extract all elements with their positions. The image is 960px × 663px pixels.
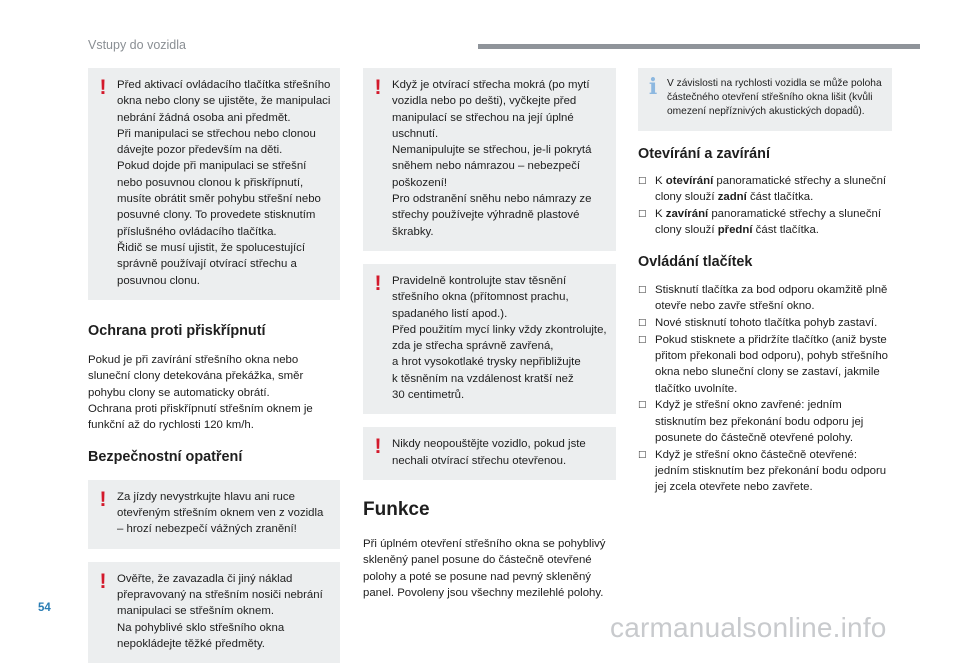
checkbox-icon: ☐ (638, 449, 647, 461)
list-item: ☐ Stisknutí tlačítka za bod odporu okamžitě plně otevře nebo zavře střešní okno. (638, 283, 888, 313)
checkbox-icon: ☐ (638, 284, 647, 296)
warning-text: Ověřte, že zavazadla či jiný náklad přepravovaný na střešním nosiči nebrání manipulaci se střešním oknem. Na pohyblivé sklo střešního okna nepokládejte těžké předměty. (117, 572, 323, 650)
page-number: 54 (38, 602, 51, 614)
warning-text: Za jízdy nevystrkujte hlavu ani ruce otevřeným střešním oknem ven z vozidla – hrozí nebezpečí vážných zranění! (117, 490, 324, 536)
page-header-title: Vstupy do vozidla (88, 38, 186, 52)
paragraph: Při úplném otevření střešního okna se pohyblivý skleněný panel posune do částečně otevřené polohy a poté se posune nad pevný skleněný panel. Povoleny jsou všechny mezilehlé polohy. (363, 537, 606, 600)
section-heading: Bezpečnostní opatření (88, 448, 243, 465)
warning-text: Když je otvírací střecha mokrá (po mytí vozidla nebo po dešti), vyčkejte před manipulací se střechou na její úplné uschnutí. Nemanipulujte se střechou, je-li pokrytá sněhem nebo námrazou – nebezpečí poškození! Pro odstranění sněhu nebo námrazy ze střechy používejte výhradně plastové škrabky. (392, 79, 592, 238)
warning-icon: ! (99, 76, 107, 99)
warning-box (363, 264, 616, 414)
checkbox-icon: ☐ (638, 400, 647, 412)
warning-icon: ! (99, 487, 107, 511)
warning-text: Před aktivací ovládacího tlačítka střešního okna nebo clony se ujistěte, že manipulaci nebrání žádná osoba ani předmět. Při manipulaci se střechou nebo clonou dávejte pozor především na děti. Pokud dojde při manipulaci se střešní nebo posuvnou clonou k přiskřípnutí, musíte obrátit směr pohybu střešní nebo posuvné clony. To provedete stisknutím příslušného ovládacího tlačítka. Řidič se musí ujistit, že spolucestující správně používají otvírací střechu a posuvnou clonu. (117, 79, 331, 287)
warning-text: Nikdy neopouštějte vozidlo, pokud jste nechali otvírací střechu otevřenou. (392, 438, 586, 467)
checkbox-icon: ☐ (638, 334, 647, 346)
warning-box (363, 427, 616, 480)
column-1 (88, 68, 340, 663)
checkbox-icon: ☐ (638, 175, 647, 187)
open-close-list (638, 173, 892, 239)
warning-box (88, 562, 340, 663)
warning-box (363, 68, 616, 251)
header-rule (478, 44, 920, 49)
checkbox-icon: ☐ (638, 317, 647, 329)
warning-text: Pravidelně kontrolujte stav těsnění střešního okna (přítomnost prachu, spadaného listí apod.). Před použitím mycí linky vždy zkontrolujte, zda je střecha správně zavřená, a hrot vysokotlaké trysky nepřibližujte k těsněním na vzdálenost kratší než 30 centimetrů. (392, 274, 607, 402)
warning-box (88, 68, 340, 300)
list-item: ☐ K otevírání panoramatické střechy a sluneční clony slouží zadní část tlačítka. (638, 174, 887, 203)
info-box (638, 68, 892, 131)
section-heading: Otevírání a zavírání (638, 145, 770, 162)
list-item: ☐ Pokud stisknete a přidržíte tlačítko (aniž byste přitom překonali bod odporu), pohyb střešního okna nebo sluneční clony se zastaví, jakmile tlačítko uvolníte. (638, 333, 889, 395)
warning-icon: ! (374, 76, 382, 99)
button-control-list (638, 282, 892, 496)
watermark: carmanualsonline.info (610, 612, 887, 643)
section-heading: Ovládání tlačítek (638, 253, 753, 270)
list-item: ☐ Když je střešní okno částečně otevřené: jedním stisknutím bez překonání bodu odporu jej zcela otevřete nebo zavřete. (638, 448, 887, 494)
section-heading: Ochrana proti přiskřípnutí (88, 322, 266, 339)
info-text: V závislosti na rychlosti vozidla se může poloha částečného otevření střešního okna lišit (kvůli omezení nepříznivých akustických dopadů). (667, 78, 882, 118)
list-item: ☐ Nové stisknutí tohoto tlačítka pohyb zastaví. (638, 315, 892, 331)
info-icon: i (648, 74, 658, 100)
warning-icon: ! (374, 271, 382, 295)
paragraph: Pokud je při zavírání střešního okna nebo sluneční clony detekována překážka, směr pohybu clony se automaticky obrátí. Ochrana proti přiskřípnutí střešním oknem je funkční až do rychlosti 120 km/h. (88, 353, 313, 432)
list-item: ☐ Když je střešní okno zavřené: jedním stisknutím bez překonání bodu odporu jej posunete do částečně otevřené polohy. (638, 399, 864, 444)
column-2 (363, 68, 616, 602)
warning-icon: ! (99, 569, 107, 593)
section-title: Funkce (363, 498, 430, 520)
warning-box (88, 480, 340, 549)
column-3 (638, 68, 892, 496)
warning-icon: ! (374, 435, 382, 459)
list-item: ☐ K zavírání panoramatické střechy a sluneční clony slouží přední část tlačítka. (638, 207, 882, 236)
checkbox-icon: ☐ (638, 208, 647, 220)
